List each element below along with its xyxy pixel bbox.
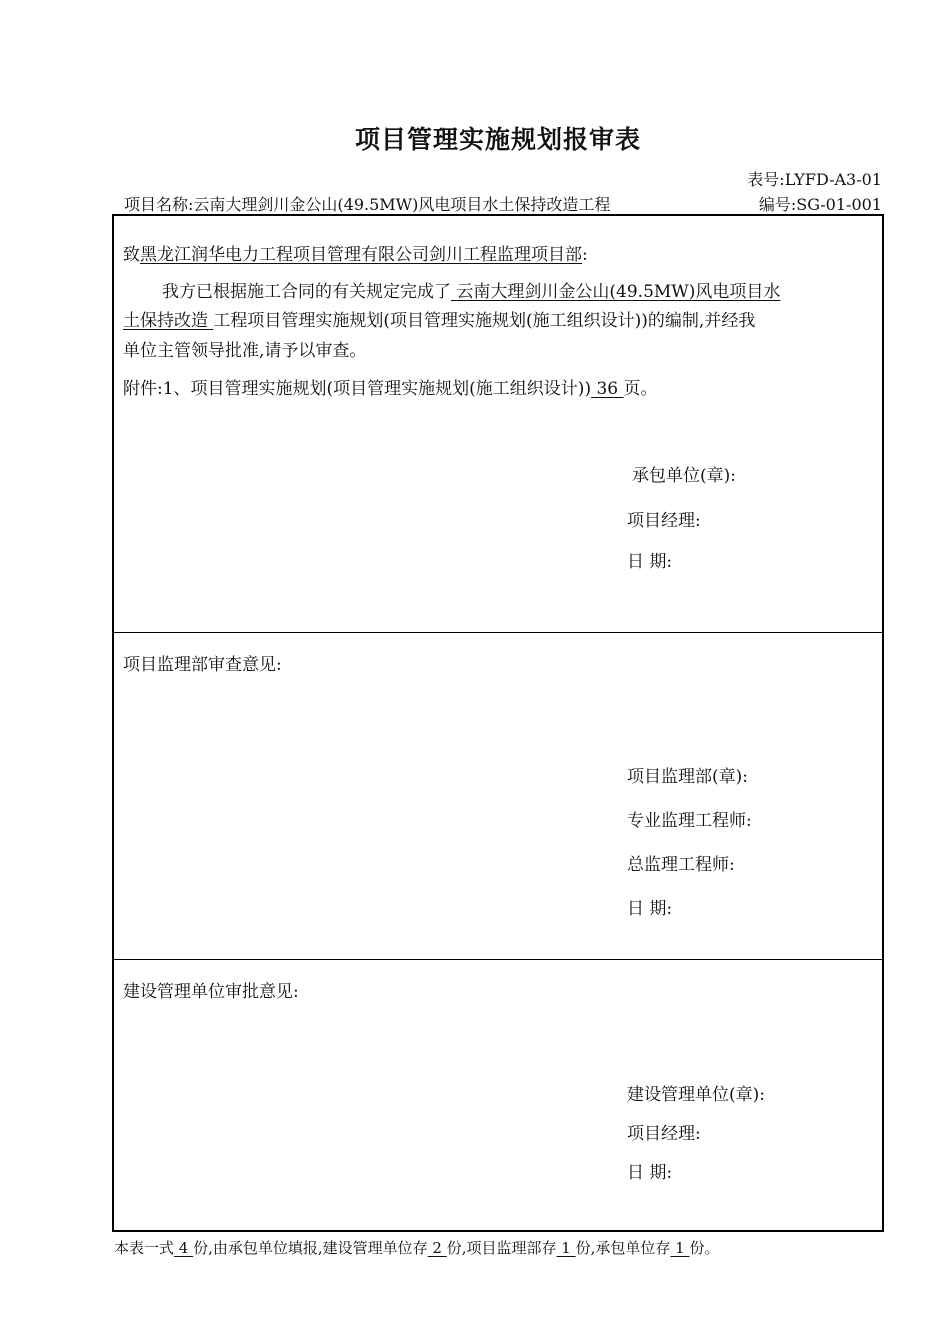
supervising-engineer-label: 专业监理工程师: [627, 811, 752, 831]
addressee-line [123, 240, 588, 265]
form-number: 表号:LYFD-A3-01 [747, 170, 882, 189]
serial-number: 编号:SG-01-001 [758, 195, 882, 214]
owner-manager-label: 项目经理: [627, 1124, 701, 1144]
copies-text: 份。 [689, 1239, 720, 1257]
attachment-text: 附件:1、项目管理实施规划(项目管理实施规划(施工组织设计)) [123, 379, 592, 399]
owner-seal-label: 建设管理单位(章): [627, 1085, 765, 1105]
section-divider [114, 632, 882, 633]
submission-paragraph-line2 [123, 306, 755, 331]
owner-date-label: 日 期: [627, 1163, 673, 1183]
addressee-unit: 黑龙江润华电力工程项目管理有限公司剑川工程监理项目部 [140, 245, 582, 265]
submission-paragraph-line1 [162, 277, 780, 302]
addressee-prefix: 致 [123, 245, 140, 265]
supervision-review-heading: 项目监理部审查意见: [123, 655, 282, 675]
contractor-date-label: 日 期: [627, 552, 673, 572]
project-name-label: 项目名称: [124, 195, 194, 214]
project-name: 云南大理剑川金公山(49.5MW)风电项目水土保持改造工程 [193, 195, 611, 214]
form-title: 项目管理实施规划报审表 [354, 125, 641, 154]
approval-form-frame [112, 214, 884, 1232]
copies-supervisor: 1 [556, 1239, 576, 1257]
attachment-suffix: 页。 [623, 379, 658, 399]
paragraph-text: 工程项目管理实施规划(项目管理实施规划(施工组织设计))的编制,并经我 [213, 311, 756, 331]
submission-paragraph-line3: 单位主管领导批准,请予以审查。 [123, 341, 367, 361]
paragraph-text: 我方已根据施工合同的有关规定完成了 [162, 282, 451, 302]
chief-engineer-label: 总监理工程师: [627, 855, 735, 875]
attachment-line [123, 374, 658, 399]
copies-text: 份,项目监理部存 [446, 1239, 557, 1257]
addressee-suffix: : [582, 245, 588, 265]
project-name-underlined: 云南大理剑川金公山(49.5MW)风电项目水 [451, 282, 781, 302]
attachment-page-count: 36 [591, 379, 624, 399]
copies-owner: 2 [427, 1239, 447, 1257]
supervision-seal-label: 项目监理部(章): [627, 767, 748, 787]
supervision-date-label: 日 期: [627, 899, 673, 919]
project-name-underlined-cont: 土保持改造 [123, 311, 214, 331]
section-divider [114, 959, 882, 960]
contractor-manager-label: 项目经理: [627, 511, 701, 531]
project-name-line [124, 192, 610, 215]
owner-approval-heading: 建设管理单位审批意见: [123, 982, 299, 1002]
copies-text: 份,由承包单位填报,建设管理单位存 [193, 1239, 428, 1257]
contractor-seal-label: 承包单位(章): [632, 466, 736, 486]
copies-text: 本表一式 [114, 1239, 175, 1257]
copies-contractor: 1 [670, 1239, 690, 1257]
copies-note [114, 1237, 720, 1258]
copies-text: 份,承包单位存 [575, 1239, 671, 1257]
copies-total: 4 [174, 1239, 194, 1257]
